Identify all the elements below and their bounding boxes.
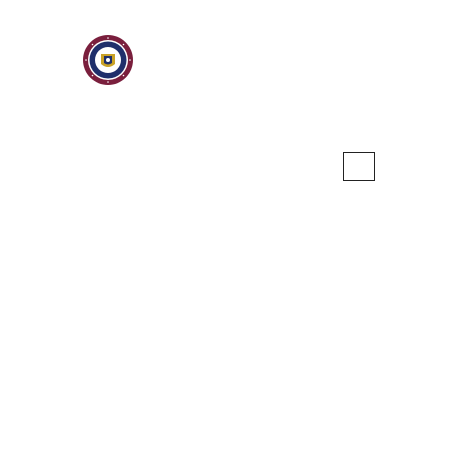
university-seal-icon — [82, 34, 134, 86]
grade-box[interactable] — [343, 152, 375, 181]
